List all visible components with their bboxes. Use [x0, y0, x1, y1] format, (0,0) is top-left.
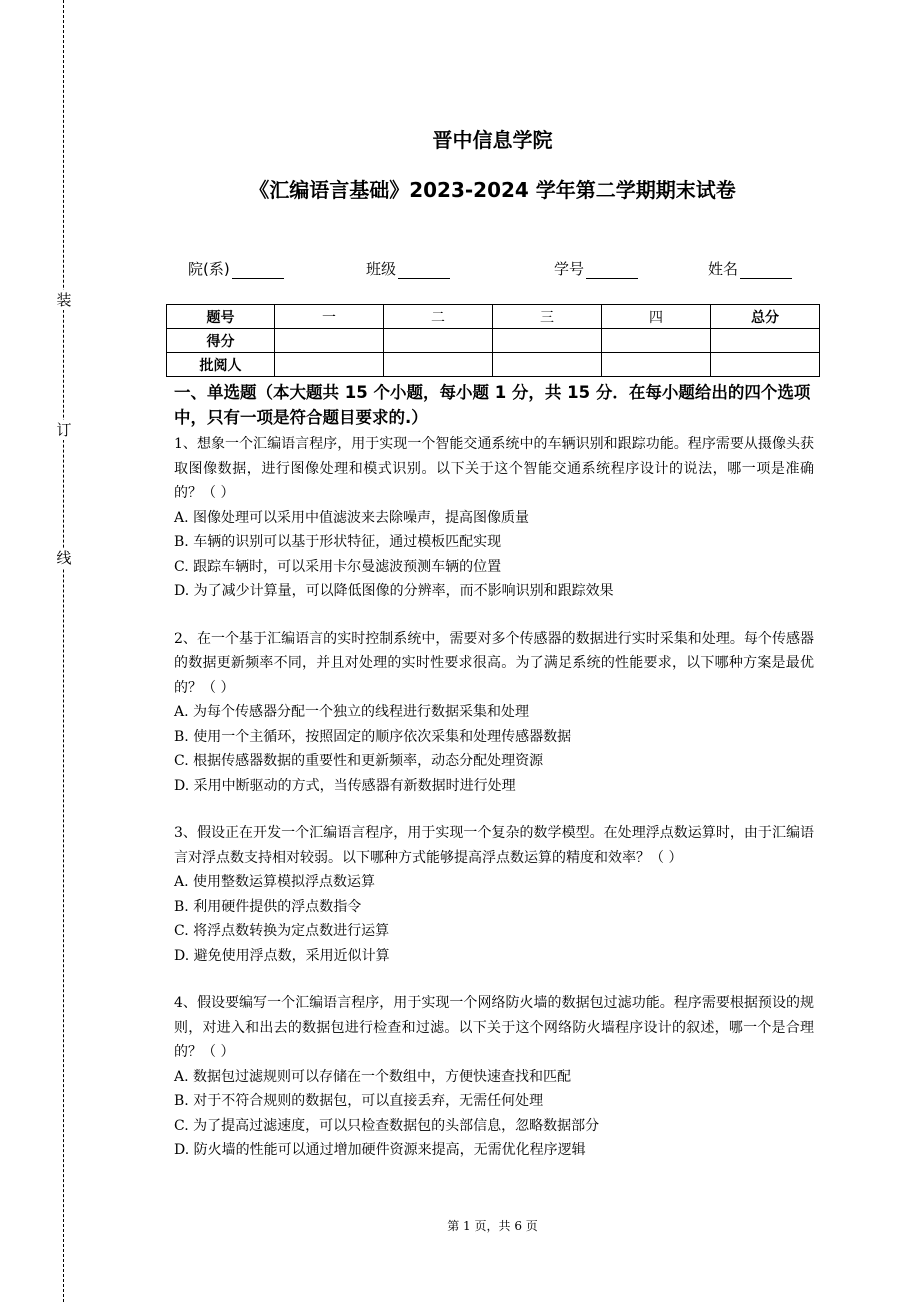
department-field [188, 258, 284, 279]
score-cell [711, 329, 820, 353]
score-header-cell: 题号 [167, 305, 275, 329]
class-field [366, 258, 450, 279]
question-stem: 1、想象一个汇编语言程序，用于实现一个智能交通系统中的车辆识别和跟踪功能。程序需要从摄像头获取图像数据，进行图像处理和模式识别。以下关于这个智能交通系统程序设计的说法，哪一项是准确的？（ ） [174, 436, 814, 501]
answer-option: C. 跟踪车辆时，可以采用卡尔曼滤波预测车辆的位置 [174, 558, 502, 575]
binding-char-xian: 线 [56, 549, 72, 567]
score-cell [275, 329, 384, 353]
question-stem: 2、在一个基于汇编语言的实时控制系统中，需要对多个传感器的数据进行实时采集和处理。每个传感器的数据更新频率不同，并且对处理的实时性要求很高。为了满足系统的性能要求，以下哪种方案是最优的？（ ） [174, 630, 814, 696]
student-id-blank [586, 262, 638, 279]
class-blank [398, 262, 450, 279]
name-field [708, 258, 792, 279]
answer-option: B. 利用硬件提供的浮点数指令 [174, 898, 362, 915]
question-block [174, 821, 814, 968]
name-label: 姓名 [708, 260, 739, 278]
score-header-cell: 一 [275, 305, 384, 329]
score-table-header-row [167, 305, 820, 329]
score-row-label: 批阅人 [167, 353, 275, 377]
answer-option: A. 数据包过滤规则可以存储在一个数组中，方便快速查找和匹配 [174, 1068, 572, 1085]
answer-option: B. 车辆的识别可以基于形状特征，通过模板匹配实现 [174, 534, 502, 550]
score-cell [275, 353, 384, 377]
exam-title: 《汇编语言基础》2023-2024 学年第二学期期末试卷 [249, 178, 736, 202]
score-cell [493, 329, 602, 353]
score-table [166, 304, 820, 377]
section-heading: 一、单选题（本大题共 15 个小题，每小题 1 分，共 15 分．在每小题给出的四个选项中，只有一项是符合题目要求的.） [174, 383, 811, 427]
binding-char-ding: 订 [56, 421, 72, 439]
student-id-field [554, 258, 638, 279]
binding-char-zhuang: 装 [56, 291, 72, 309]
school-name: 晋中信息学院 [432, 128, 553, 152]
question-block [174, 991, 814, 1163]
department-label: 院(系) [188, 260, 230, 278]
answer-option: D. 避免使用浮点数，采用近似计算 [174, 947, 390, 964]
answer-option: C. 将浮点数转换为定点数进行运算 [174, 923, 390, 939]
answer-option: B. 使用一个主循环，按照固定的顺序依次采集和处理传感器数据 [174, 728, 572, 745]
class-label: 班级 [366, 260, 397, 278]
student-id-label: 学号 [554, 260, 585, 278]
answer-option: A. 使用整数运算模拟浮点数运算 [174, 874, 376, 890]
score-cell [711, 353, 820, 377]
score-cell [493, 353, 602, 377]
answer-option: C. 为了提高过滤速度，可以只检查数据包的头部信息，忽略数据部分 [174, 1117, 600, 1134]
score-table-row [167, 329, 820, 353]
score-row-label: 得分 [167, 329, 275, 353]
score-cell [602, 353, 711, 377]
score-header-cell: 总分 [711, 305, 820, 329]
answer-option: A. 为每个传感器分配一个独立的线程进行数据采集和处理 [174, 704, 530, 720]
score-cell [384, 329, 493, 353]
page-footer: 第 1 页，共 6 页 [447, 1219, 538, 1233]
answer-option: C. 根据传感器数据的重要性和更新频率，动态分配处理资源 [174, 753, 544, 769]
score-header-cell: 三 [493, 305, 602, 329]
answer-option: A. 图像处理可以采用中值滤波来去除噪声，提高图像质量 [174, 509, 530, 526]
answer-option: D. 为了减少计算量，可以降低图像的分辨率，而不影响识别和跟踪效果 [174, 583, 614, 599]
exam-content [174, 380, 814, 1186]
score-cell [384, 353, 493, 377]
score-header-cell: 四 [602, 305, 711, 329]
score-cell [602, 329, 711, 353]
score-header-cell: 二 [384, 305, 493, 329]
question-block [174, 432, 814, 604]
student-info-row [188, 258, 808, 280]
question-block [174, 627, 814, 799]
answer-option: D. 防火墙的性能可以通过增加硬件资源来提高，无需优化程序逻辑 [174, 1142, 586, 1158]
answer-option: B. 对于不符合规则的数据包，可以直接丢弃，无需任何处理 [174, 1093, 544, 1109]
question-stem: 4、假设要编写一个汇编语言程序，用于实现一个网络防火墙的数据包过滤功能。程序需要根据预设的规则，对进入和出去的数据包进行检查和过滤。以下关于这个网络防火墙程序设计的叙述，哪一个是合理的？（ ） [174, 995, 814, 1060]
name-blank [740, 262, 792, 279]
department-blank [232, 262, 284, 279]
answer-option: D. 采用中断驱动的方式，当传感器有新数据时进行处理 [174, 777, 516, 794]
question-stem: 3、假设正在开发一个汇编语言程序，用于实现一个复杂的数学模型。在处理浮点数运算时，由于汇编语言对浮点数支持相对较弱。以下哪种方式能够提高浮点数运算的精度和效率？（ ） [174, 825, 814, 866]
score-table-row [167, 353, 820, 377]
